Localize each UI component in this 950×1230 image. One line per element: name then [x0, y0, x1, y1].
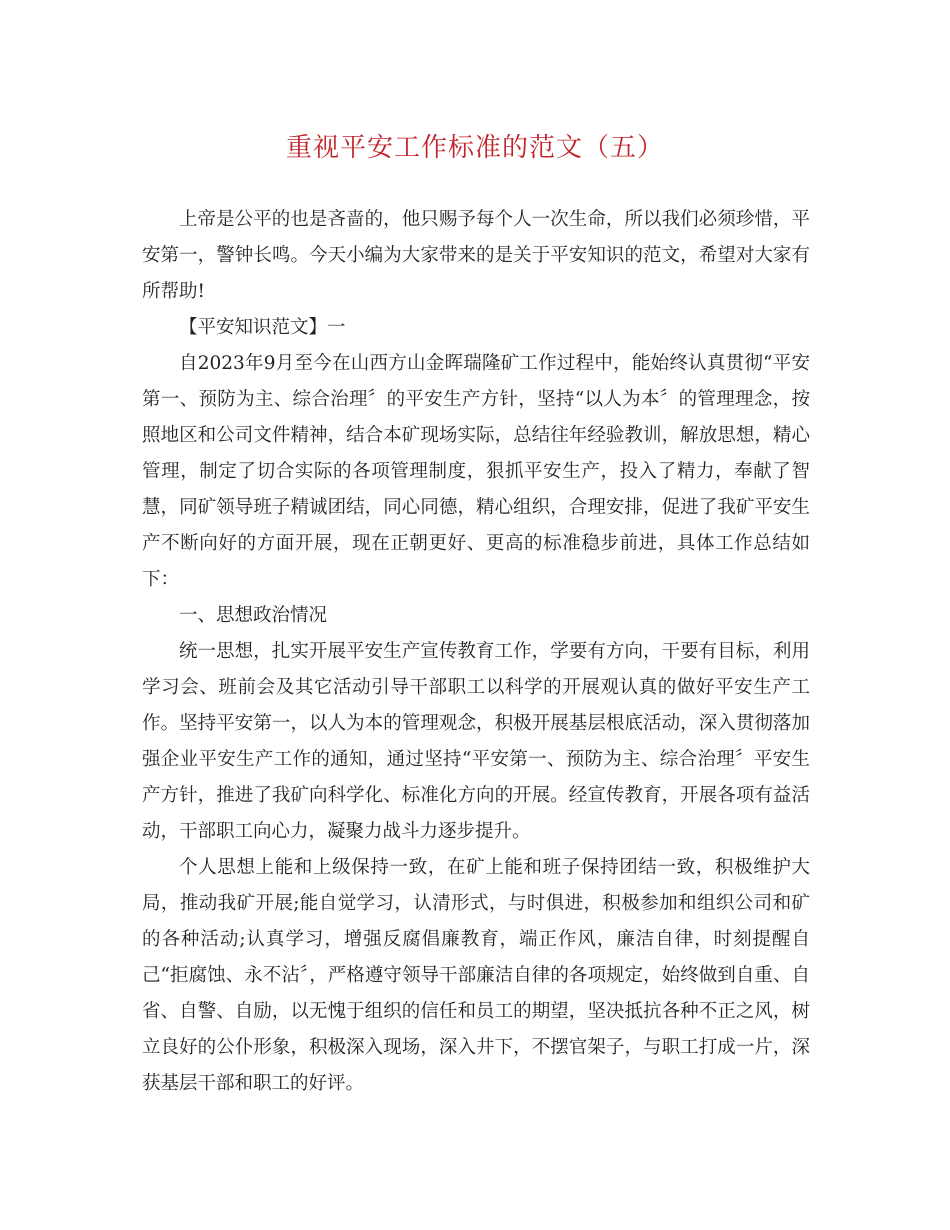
intro-paragraph: 上帝是公平的也是吝啬的，他只赐予每个人一次生命，所以我们必须珍惜，平安第一，警钟长鸣。今天小编为大家带来的是关于平安知识的范文，希望对大家有所帮助!	[142, 209, 810, 302]
ideology-paragraph: 统一思想，扎实开展平安生产宣传教育工作，学要有方向，干要有目标，利用学习会、班前会及其它活动引导干部职工以科学的开展观认真的做好平安生产工作。坚持平安第一，以人为本的管理观念，积极开展基层根底活动，深入贯彻落加强企业平安生产工作的通知，通过坚持“平安第一、预防为主、综合治理〞平安生产方针，推进了我矿向科学化、标准化方向的开展。经宣传教育，开展各项有益活动，干部职工向心力，凝聚力战斗力逐步提升。	[142, 641, 810, 842]
work-summary-paragraph: 自2023年9月至今在山西方山金晖瑞隆矿工作过程中，能始终认真贯彻“平安第一、预防为主、综合治理〞的平安生产方针，坚持“以人为本〞的管理理念，按照地区和公司文件精神，结合本矿现场实际，总结往年经验教训，解放思想，精心管理，制定了切合实际的各项管理制度，狠抓平安生产，投入了精力，奉献了智慧，同矿领导班子精诚团结，同心同德，精心组织，合理安排，促进了我矿平安生产不断向好的方面开展，现在正朝更好、更高的标准稳步前进，具体工作总结如下：	[142, 353, 810, 590]
section-heading-ideology: 一、思想政治情况	[179, 605, 328, 626]
document-title: 重视平安工作标准的范文（五）	[285, 133, 664, 163]
section-heading-fanwen-1: 【平安知识范文】一	[179, 317, 346, 338]
document-body	[142, 202, 810, 1102]
personal-ideology-paragraph: 个人思想上能和上级保持一致，在矿上能和班子保持团结一致，积极维护大局，推动我矿开展;能自觉学习，认清形式，与时俱进，积极参加和组织公司和矿的各种活动;认真学习，增强反腐倡廉教育，端正作风，廉洁自律，时刻提醒自己“拒腐蚀、永不沾〞，严格遵守领导干部廉洁自律的各项规定，始终做到自重、自省、自警、自励，以无愧于组织的信任和员工的期望，坚决抵抗各种不正之风，树立良好的公仆形象，积极深入现场，深入井下，不摆官架子，与职工打成一片，深获基层干部和职工的好评。	[142, 857, 810, 1094]
